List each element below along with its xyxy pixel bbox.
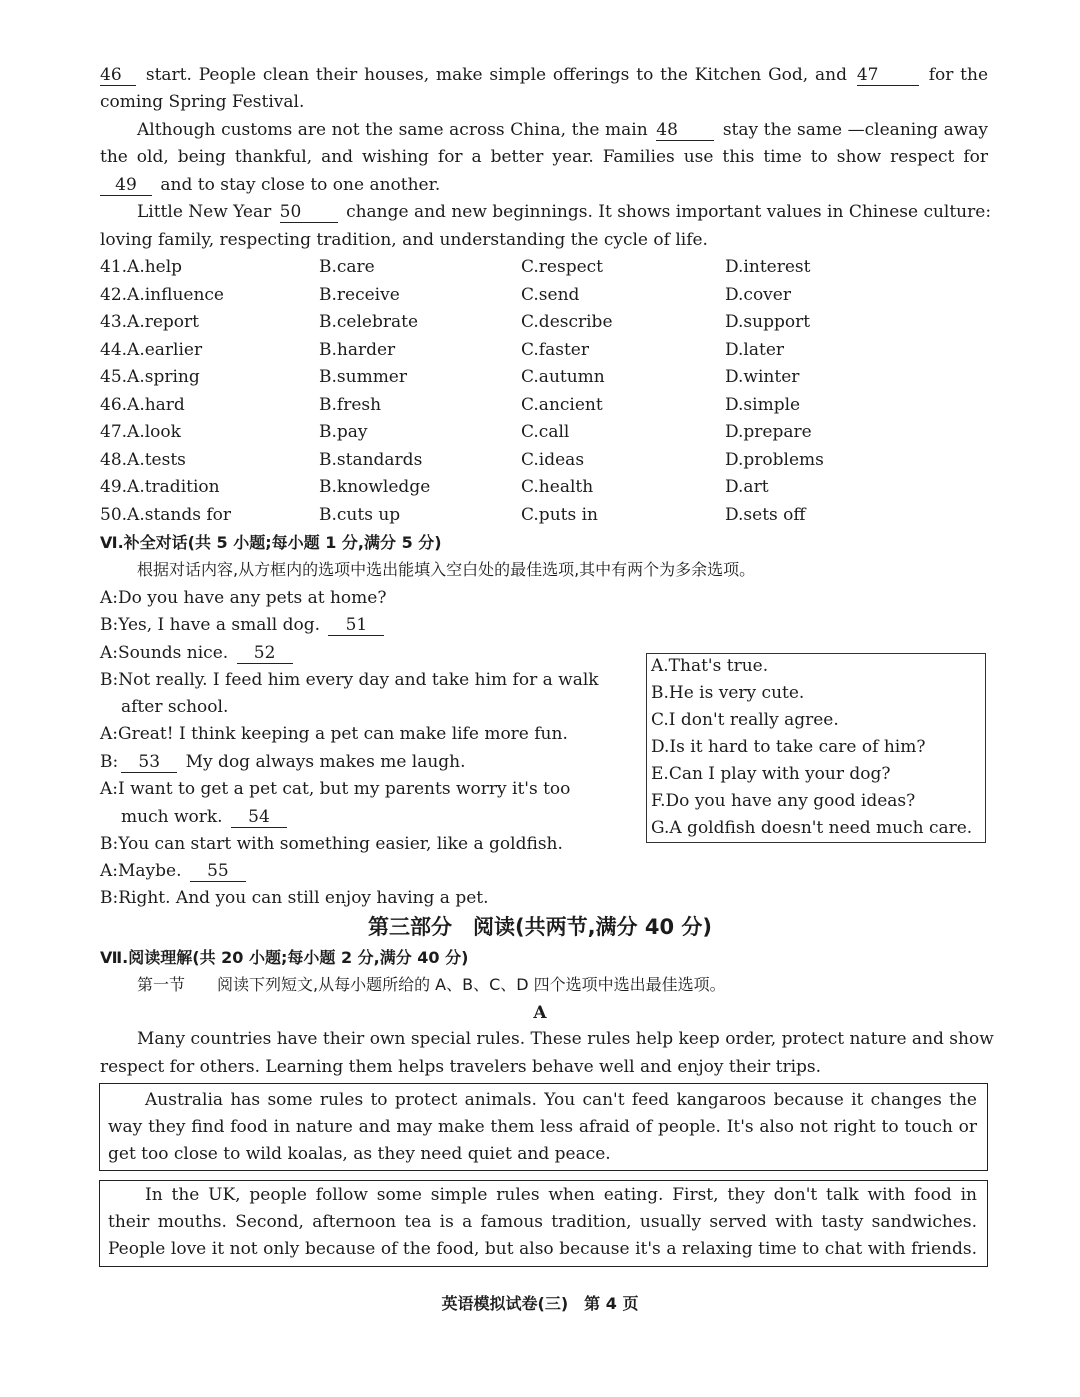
- passage-text: and to stay close to one another.: [160, 175, 441, 195]
- dialogue-option: F.Do you have any good ideas?: [651, 791, 916, 811]
- option-b: B.cuts up: [319, 505, 401, 525]
- option-d: D.art: [725, 477, 769, 497]
- option-c: C.faster: [521, 340, 589, 360]
- passage-text: stay the same —cleaning away: [722, 120, 989, 140]
- box-line: get too close to wild koalas, as they need quiet and peace.: [108, 1144, 611, 1164]
- option-d: D.prepare: [725, 422, 812, 442]
- option-c: C.ancient: [521, 395, 603, 415]
- blank-48: 48: [656, 120, 714, 141]
- blank-52: 52: [237, 643, 293, 664]
- box-line: Australia has some rules to protect animals. You can't feed kangaroos because it changes the: [145, 1090, 977, 1110]
- option-b: B.pay: [319, 422, 368, 442]
- blank-54: 54: [231, 807, 287, 828]
- dialogue-options-box: [646, 653, 986, 843]
- reading-box-uk: [99, 1180, 988, 1267]
- passage-line: [137, 199, 992, 226]
- blank-49: 49: [100, 175, 152, 196]
- dialogue-line: B:Not really. I feed him every day and take him for a walk: [100, 670, 599, 690]
- dialogue-text: A:Sounds nice.: [100, 643, 229, 663]
- dialogue-option: D.Is it hard to take care of him?: [651, 737, 926, 757]
- option-a: 47.A.look: [100, 422, 181, 442]
- blank-55: 55: [190, 861, 246, 882]
- page-footer: 英语模拟试卷(三) 第 4 页: [441, 1294, 639, 1313]
- option-b: B.receive: [319, 285, 400, 305]
- section-heading: Ⅶ.阅读理解(共 20 小题;每小题 2 分,满分 40 分): [100, 948, 469, 967]
- option-b: B.summer: [319, 367, 407, 387]
- option-d: D.sets off: [725, 505, 806, 525]
- section-instruction: 阅读下列短文,从每小题所给的 A、B、C、D 四个选项中选出最佳选项。: [217, 975, 726, 994]
- passage-line: [100, 172, 988, 199]
- passage-text: Although customs are not the same across China, the main: [137, 120, 648, 140]
- section-label: 第一节: [137, 975, 186, 994]
- box-line: way they find food in nature and may make them less afraid of people. It's also not right to touch or: [108, 1117, 977, 1137]
- dialogue-line: A:Great! I think keeping a pet can make life more fun.: [100, 724, 568, 744]
- passage-line: the old, being thankful, and wishing for a better year. Families use this time to show respect for: [100, 147, 988, 167]
- passage-text: start. People clean their houses, make simple offerings to the Kitchen God, and: [145, 65, 847, 85]
- blank-47: 47: [857, 65, 919, 86]
- blank-53: 53: [121, 752, 177, 773]
- blank-50: 50: [280, 202, 338, 223]
- option-c: C.describe: [521, 312, 613, 332]
- option-a: 42.A.influence: [100, 285, 224, 305]
- option-a: 41.A.help: [100, 257, 183, 277]
- option-d: D.winter: [725, 367, 800, 387]
- passage-text: change and new beginnings. It shows important values in Chinese culture:: [346, 202, 992, 222]
- passage-line: coming Spring Festival.: [100, 92, 305, 112]
- option-d: D.cover: [725, 285, 791, 305]
- blank-46: 46: [100, 65, 136, 86]
- option-d: D.later: [725, 340, 785, 360]
- passage-line: loving family, respecting tradition, and understanding the cycle of life.: [100, 230, 708, 250]
- passage-text: for the: [928, 65, 989, 85]
- dialogue-text: B:Yes, I have a small dog.: [100, 615, 321, 635]
- dialogue-line: A:Do you have any pets at home?: [100, 588, 387, 608]
- option-d: D.support: [725, 312, 811, 332]
- blank-51: 51: [328, 615, 384, 636]
- option-a: 46.A.hard: [100, 395, 185, 415]
- reading-intro-line: Many countries have their own special rules. These rules help keep order, protect nature and show: [137, 1029, 994, 1049]
- section-heading: Ⅵ.补全对话(共 5 小题;每小题 1 分,满分 5 分): [100, 533, 442, 552]
- option-b: B.fresh: [319, 395, 382, 415]
- part-title: 第三部分 阅读(共两节,满分 40 分): [367, 915, 713, 939]
- dialogue-text: much work.: [121, 807, 223, 827]
- box-line: People love it not only because of the food, but also because it's a relaxing time to chat with friends.: [108, 1239, 977, 1259]
- option-d: D.problems: [725, 450, 824, 470]
- dialogue-option: E.Can I play with your dog?: [651, 764, 891, 784]
- option-a: 49.A.tradition: [100, 477, 220, 497]
- dialogue-option: C.I don't really agree.: [651, 710, 839, 730]
- passage-letter: A: [533, 1003, 547, 1023]
- dialogue-line: [100, 612, 988, 639]
- option-b: B.standards: [319, 450, 423, 470]
- reading-intro-line: respect for others. Learning them helps travelers behave well and enjoy their trips.: [100, 1057, 822, 1077]
- dialogue-option: A.That's true.: [651, 656, 769, 676]
- option-a: 45.A.spring: [100, 367, 200, 387]
- passage-line: [100, 62, 988, 89]
- dialogue-line: [100, 858, 988, 885]
- section-instruction: 根据对话内容,从方框内的选项中选出能填入空白处的最佳选项,其中有两个为多余选项。: [137, 560, 756, 579]
- option-b: B.knowledge: [319, 477, 431, 497]
- speaker-label: B:: [100, 752, 119, 772]
- passage-line: [137, 117, 988, 144]
- option-c: C.autumn: [521, 367, 605, 387]
- dialogue-text: A:Maybe.: [100, 861, 182, 881]
- dialogue-option: B.He is very cute.: [651, 683, 805, 703]
- option-c: C.respect: [521, 257, 604, 277]
- option-c: C.health: [521, 477, 594, 497]
- option-d: D.simple: [725, 395, 801, 415]
- option-b: B.care: [319, 257, 375, 277]
- box-line: their mouths. Second, afternoon tea is a famous tradition, usually served with tasty sandwiches.: [108, 1212, 977, 1232]
- dialogue-line: B:You can start with something easier, like a goldfish.: [100, 834, 563, 854]
- dialogue-option: G.A goldfish doesn't need much care.: [651, 818, 973, 838]
- option-c: C.send: [521, 285, 580, 305]
- dialogue-text: My dog always makes me laugh.: [185, 752, 466, 772]
- option-b: B.celebrate: [319, 312, 419, 332]
- dialogue-line: B:Right. And you can still enjoy having a pet.: [100, 888, 489, 908]
- option-b: B.harder: [319, 340, 396, 360]
- dialogue-line: A:I want to get a pet cat, but my parents worry it's too: [100, 779, 571, 799]
- dialogue-line: after school.: [121, 697, 229, 717]
- option-d: D.interest: [725, 257, 811, 277]
- option-c: C.call: [521, 422, 570, 442]
- option-c: C.puts in: [521, 505, 598, 525]
- option-a: 43.A.report: [100, 312, 199, 332]
- reading-box-australia: [99, 1083, 988, 1171]
- option-a: 48.A.tests: [100, 450, 186, 470]
- option-c: C.ideas: [521, 450, 585, 470]
- passage-text: Little New Year: [137, 202, 272, 222]
- option-a: 44.A.earlier: [100, 340, 203, 360]
- box-line: In the UK, people follow some simple rules when eating. First, they don't talk with food in: [145, 1185, 977, 1205]
- option-a: 50.A.stands for: [100, 505, 232, 525]
